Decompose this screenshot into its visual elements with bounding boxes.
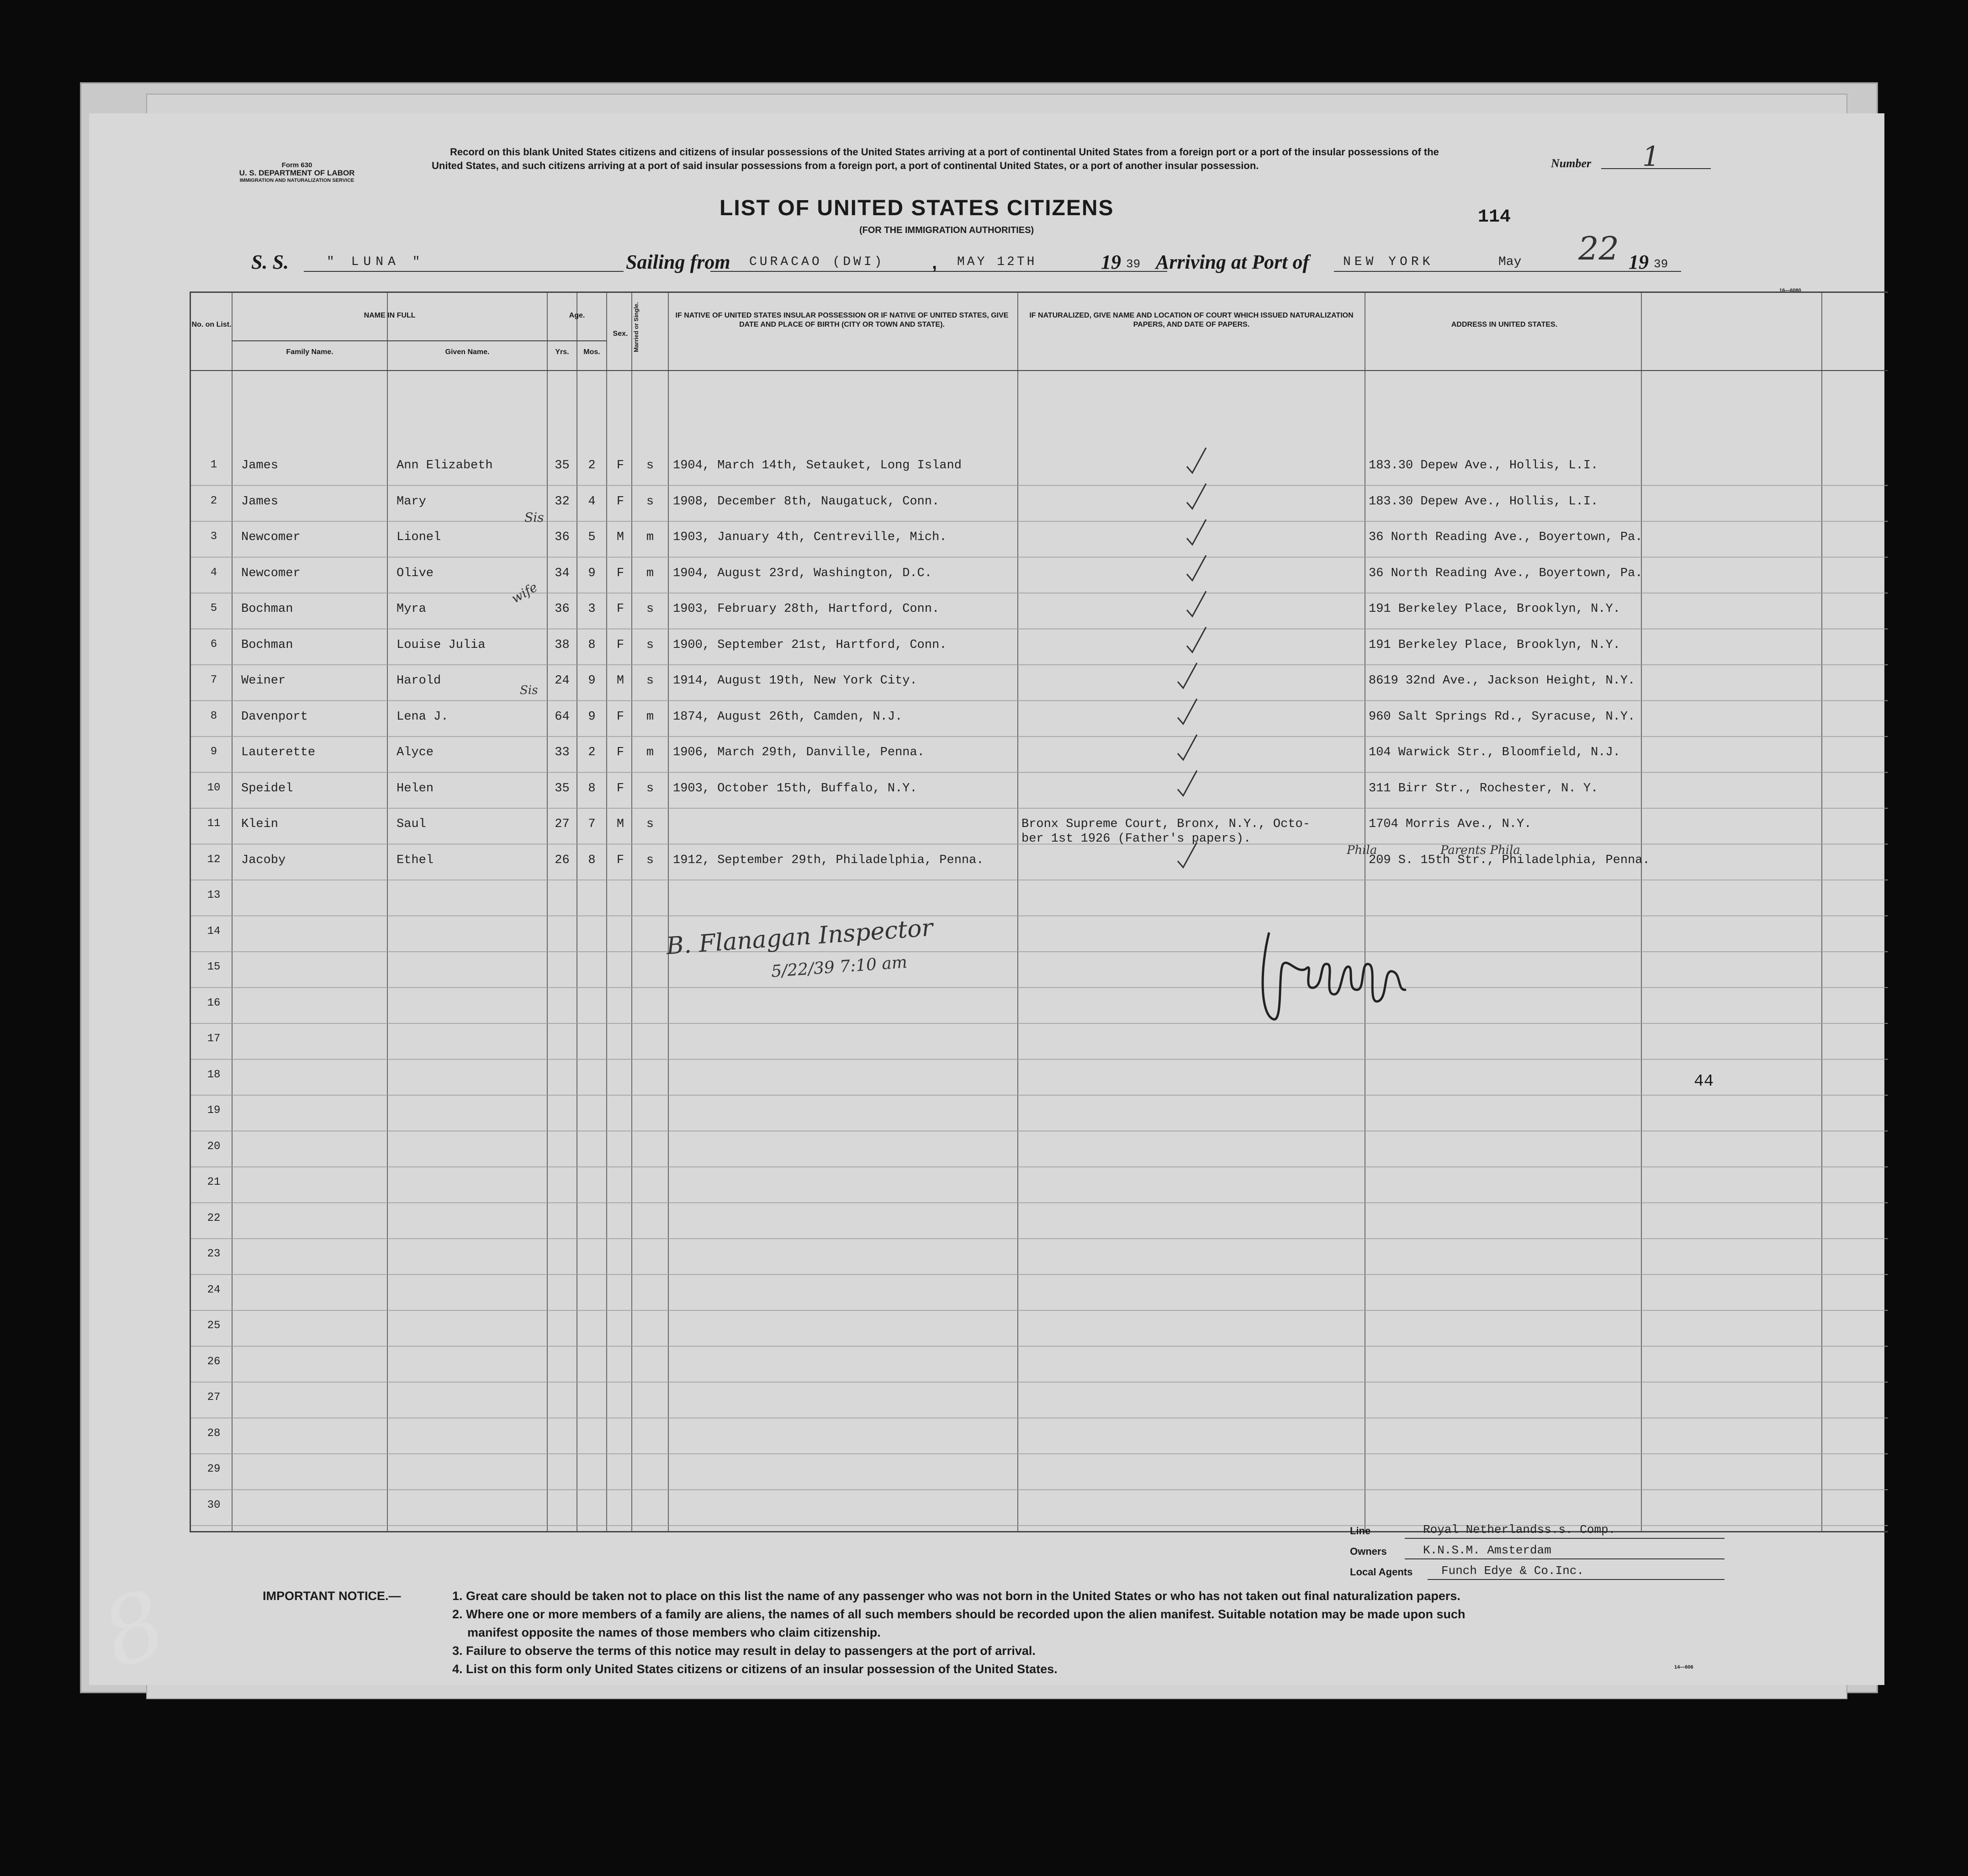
blank-table-row: [191, 1311, 1888, 1347]
blank-table-row: [191, 1383, 1888, 1419]
cell-yrs: 38: [555, 638, 570, 652]
blank-table-row: [191, 1024, 1888, 1060]
arrival-day: 22: [1578, 230, 1619, 267]
cell-addr: 191 Berkeley Place, Brooklyn, N.Y.: [1369, 638, 1620, 652]
cell-given: Myra: [397, 602, 426, 616]
cell-sex: M: [616, 674, 624, 688]
page-title: LIST OF UNITED STATES CITIZENS: [719, 196, 1114, 220]
record-instructions: Record on this blank United States citizens and citizens of insular possessions of the United States arriving at a port of continental United States from a foreign port or a port of the insular possessions of the United States, and such citizens arriving at a port of said insular possessions from a foreign port, a port of continental United States, or a port of another insular possession.: [432, 146, 1439, 171]
arrival-month: May: [1498, 255, 1522, 269]
row11-note: Phila: [1347, 843, 1377, 857]
cell-family: James: [241, 459, 279, 472]
cell-birth: 1912, September 29th, Philadelphia, Penna.: [673, 853, 984, 867]
cell-nat-cont: ber 1st 1926 (Father's papers).: [1021, 832, 1251, 846]
cell-sex: F: [616, 638, 624, 652]
cell-birth: 1914, August 19th, New York City.: [673, 674, 917, 688]
arriving-label: Arriving at Port of: [1156, 251, 1310, 273]
cell-addr: 36 North Reading Ave., Boyertown, Pa.: [1369, 566, 1643, 580]
sailing-year-prefix: 19: [1101, 251, 1121, 273]
cell-sex: M: [616, 530, 624, 544]
cell-ms: s: [646, 781, 654, 795]
page-subtitle: (FOR THE IMMIGRATION AUTHORITIES): [859, 225, 1034, 235]
cell-given: Helen: [397, 781, 434, 795]
cell-no: 12: [207, 853, 221, 866]
cell-no: 19: [207, 1104, 221, 1117]
cell-sex: F: [616, 566, 624, 580]
cell-family: Jacoby: [241, 853, 286, 867]
cell-ms: m: [646, 566, 654, 580]
owners-label: Owners: [1350, 1546, 1387, 1557]
cell-mos: 4: [588, 494, 596, 509]
cell-addr: 36 North Reading Ave., Boyertown, Pa.: [1369, 530, 1643, 544]
comma-separator: ,: [932, 253, 937, 273]
header-mos: Mos.: [583, 348, 600, 356]
sailing-date: MAY 12TH: [957, 255, 1037, 269]
header-address: ADDRESS IN UNITED STATES.: [1451, 321, 1558, 329]
cell-family: Bochman: [241, 638, 293, 652]
sailing-year-suffix: 39: [1126, 257, 1141, 271]
form-number: Form 630: [281, 161, 312, 169]
header-no: No. on List.: [191, 321, 232, 329]
cell-addr: 8619 32nd Ave., Jackson Height, N.Y.: [1369, 674, 1635, 688]
blank-table-row: [191, 1240, 1888, 1276]
cell-family: Lauterette: [241, 746, 316, 759]
cell-birth: 1900, September 21st, Hartford, Conn.: [673, 638, 947, 652]
sailing-from: CURACAO (DWI): [749, 255, 885, 269]
cell-ms: s: [646, 602, 654, 616]
page-stamp: 114: [1478, 207, 1511, 228]
service-name: IMMIGRATION AND NATURALIZATION SERVICE: [239, 178, 354, 183]
cell-ms: s: [646, 494, 654, 509]
cell-given: Mary: [397, 494, 426, 509]
cell-mos: 9: [588, 710, 596, 724]
cell-family: Weiner: [241, 674, 286, 688]
blank-table-row: [191, 1276, 1888, 1312]
cell-yrs: 34: [555, 566, 570, 580]
cell-sex: F: [616, 853, 624, 867]
cell-addr: 104 Warwick Str., Bloomfield, N.J.: [1369, 746, 1620, 759]
header-name-in-full: NAME IN FULL: [364, 312, 416, 319]
table-row: [191, 702, 1888, 738]
arrival-year-suffix: 39: [1654, 257, 1668, 271]
printer-note: 16—6080: [1779, 288, 1801, 293]
cell-no: 13: [207, 889, 221, 901]
cell-ms: s: [646, 638, 654, 652]
cell-ms: m: [646, 530, 654, 544]
cell-addr: 191 Berkeley Place, Brooklyn, N.Y.: [1369, 602, 1620, 616]
cell-ms: m: [646, 746, 654, 759]
cell-given: Louise Julia: [397, 638, 486, 652]
cell-no: 5: [210, 602, 217, 615]
header-married: Married or Single.: [633, 302, 640, 352]
notice-label: IMPORTANT NOTICE.—: [263, 1589, 401, 1603]
row6-note: Sis: [520, 684, 538, 697]
sailing-underline: [710, 271, 1167, 272]
cell-no: 8: [210, 710, 217, 722]
cell-no: 3: [210, 530, 217, 543]
cell-ms: s: [646, 674, 654, 688]
cell-birth: 1903, October 15th, Buffalo, N.Y.: [673, 781, 917, 795]
arrival-port: NEW YORK: [1343, 255, 1434, 269]
blank-table-row: [191, 1204, 1888, 1240]
cell-yrs: 35: [555, 459, 570, 472]
notice-2b: manifest opposite the names of those members who claim citizenship.: [467, 1626, 881, 1639]
table-row: [191, 522, 1888, 558]
header-sex: Sex.: [613, 330, 628, 338]
cell-mos: 8: [588, 781, 596, 795]
cell-sex: F: [616, 710, 624, 724]
table-row: [191, 487, 1888, 523]
cell-given: Lena J.: [397, 710, 449, 724]
cell-mos: 9: [588, 674, 596, 688]
cell-birth: 1908, December 8th, Naugatuck, Conn.: [673, 494, 940, 509]
blank-table-row: [191, 1168, 1888, 1204]
cell-no: 10: [207, 781, 221, 794]
cell-no: 21: [207, 1176, 221, 1188]
cell-mos: 5: [588, 530, 596, 544]
cell-addr: 183.30 Depew Ave., Hollis, L.I.: [1369, 459, 1598, 472]
cell-no: 11: [207, 817, 221, 830]
blank-table-row: [191, 1096, 1888, 1132]
blank-table-row: [191, 1347, 1888, 1383]
form-identifier: [224, 161, 370, 185]
agents-label: Local Agents: [1350, 1566, 1413, 1578]
cell-birth: 1904, March 14th, Setauket, Long Island: [673, 459, 962, 472]
cell-no: 14: [207, 925, 221, 938]
cell-given: Harold: [397, 674, 441, 688]
cell-ms: s: [646, 459, 654, 472]
line-value: Royal Netherlandss.s. Comp.: [1423, 1523, 1616, 1537]
notice-3: 3. Failure to observe the terms of this notice may result in delay to passengers at the port of arrival.: [452, 1644, 1036, 1658]
cell-no: 25: [207, 1320, 221, 1332]
blank-table-row: [191, 989, 1888, 1025]
cell-family: Davenport: [241, 710, 308, 724]
cell-no: 28: [207, 1427, 221, 1440]
cell-sex: M: [616, 817, 624, 831]
notice-4: 4. List on this form only United States citizens or citizens of an insular possession of the United States.: [452, 1662, 1058, 1676]
table-row: [191, 558, 1888, 594]
official-signature-scribble: [1255, 914, 1429, 1033]
cell-family: James: [241, 494, 279, 509]
table-row: [191, 809, 1888, 845]
table-row: [191, 630, 1888, 666]
cell-birth: 1903, January 4th, Centreville, Mich.: [673, 530, 947, 544]
row11-address-note: Parents Phila: [1440, 843, 1520, 857]
cell-no: 23: [207, 1248, 221, 1260]
row2-note: Sis: [524, 510, 544, 525]
number-value: 1: [1642, 141, 1660, 173]
blank-table-row: [191, 953, 1888, 989]
cell-nat: Bronx Supreme Court, Bronx, N.Y., Octo-: [1021, 817, 1310, 831]
agents-value: Funch Edye & Co.Inc.: [1441, 1564, 1584, 1578]
cell-yrs: 33: [555, 746, 570, 759]
blank-table-row: [191, 917, 1888, 953]
cell-no: 18: [207, 1068, 221, 1081]
cell-family: Bochman: [241, 602, 293, 616]
citizens-list-form: [89, 113, 1884, 1685]
cell-family: Newcomer: [241, 566, 301, 580]
cell-family: Speidel: [241, 781, 293, 795]
cell-given: Ann Elizabeth: [397, 459, 493, 472]
cell-given: Ethel: [397, 853, 434, 867]
cell-sex: F: [616, 781, 624, 795]
blank-table-row: [191, 1419, 1888, 1455]
cell-no: 22: [207, 1212, 221, 1224]
cell-family: Klein: [241, 817, 279, 831]
blank-table-row: [191, 1491, 1888, 1527]
cell-no: 9: [210, 746, 217, 758]
side-number: 44: [1694, 1072, 1714, 1091]
header-family: Family Name.: [286, 348, 333, 356]
cell-no: 29: [207, 1463, 221, 1475]
cell-yrs: 36: [555, 530, 570, 544]
cell-ms: s: [646, 853, 654, 867]
row4-note: wife: [508, 579, 540, 606]
inspector-date: 5/22/39 7:10 am: [770, 953, 908, 981]
cell-no: 1: [210, 459, 217, 471]
manifest-table: [190, 291, 1888, 1532]
blank-table-row: [191, 1455, 1888, 1491]
blank-table-row: [191, 1060, 1888, 1097]
header-given: Given Name.: [445, 348, 490, 356]
cell-no: 4: [210, 566, 217, 579]
line-label: Line: [1350, 1525, 1371, 1537]
cell-given: Saul: [397, 817, 426, 831]
cell-yrs: 24: [555, 674, 570, 688]
header-yrs: Yrs.: [555, 348, 569, 356]
cell-addr: 183.30 Depew Ave., Hollis, L.I.: [1369, 494, 1598, 509]
number-label: Number: [1551, 157, 1592, 170]
cell-ms: s: [646, 817, 654, 831]
line-underline: [1405, 1538, 1725, 1539]
department-name: U. S. DEPARTMENT OF LABOR: [239, 169, 355, 177]
cell-given: Olive: [397, 566, 434, 580]
cell-given: Alyce: [397, 746, 434, 759]
cell-given: Lionel: [397, 530, 441, 544]
cell-addr: 311 Birr Str., Rochester, N. Y.: [1369, 781, 1598, 795]
cell-no: 6: [210, 638, 217, 651]
cell-yrs: 32: [555, 494, 570, 509]
cell-no: 30: [207, 1499, 221, 1511]
cell-mos: 2: [588, 459, 596, 472]
notice-2a: 2. Where one or more members of a family are aliens, the names of all such members should be recorded upon the alien manifest. Suitable notation may be made upon such: [452, 1607, 1465, 1621]
cell-yrs: 64: [555, 710, 570, 724]
table-row: [191, 450, 1888, 487]
header-naturalized: IF NATURALIZED, GIVE NAME AND LOCATION OF COURT WHICH ISSUED NATURALIZATION PAPERS, AND DATE OF PAPERS.: [1029, 312, 1354, 329]
cell-no: 26: [207, 1355, 221, 1368]
cell-no: 16: [207, 996, 221, 1009]
ship-name: " LUNA ": [327, 255, 425, 269]
cell-birth: 1903, February 28th, Hartford, Conn.: [673, 602, 940, 616]
cell-birth: 1906, March 29th, Danville, Penna.: [673, 746, 925, 759]
cell-addr: 960 Salt Springs Rd., Syracuse, N.Y.: [1369, 710, 1635, 724]
arrival-year-prefix: 19: [1629, 251, 1649, 273]
cell-mos: 9: [588, 566, 596, 580]
cell-yrs: 27: [555, 817, 570, 831]
cell-no: 17: [207, 1033, 221, 1045]
table-row: [191, 845, 1888, 881]
cell-sex: F: [616, 602, 624, 616]
cell-no: 2: [210, 494, 217, 507]
agents-underline: [1428, 1579, 1725, 1580]
cell-addr: 209 S. 15th Str., Philadelphia, Penna.: [1369, 853, 1650, 867]
notice-1: 1. Great care should be taken not to place on this list the name of any passenger who was not born in the United States or who has not taken out final naturalization papers.: [452, 1589, 1460, 1603]
cell-no: 20: [207, 1140, 221, 1153]
cell-yrs: 26: [555, 853, 570, 867]
cell-family: Newcomer: [241, 530, 301, 544]
owners-value: K.N.S.M. Amsterdam: [1423, 1543, 1551, 1557]
cell-no: 15: [207, 961, 221, 973]
owners-underline: [1405, 1558, 1725, 1559]
ship-underline: [304, 271, 624, 272]
cell-no: 27: [207, 1391, 221, 1404]
table-row: [191, 594, 1888, 630]
cell-sex: F: [616, 494, 624, 509]
table-row: [191, 737, 1888, 774]
cell-yrs: 36: [555, 602, 570, 616]
header-native: IF NATIVE OF UNITED STATES INSULAR POSSESSION OR IF NATIVE OF UNITED STATES, GIVE DATE AND PLACE OF BIRTH (CITY OR TOWN AND STATE).: [675, 312, 1009, 329]
cell-mos: 8: [588, 853, 596, 867]
cell-birth: 1904, August 23rd, Washington, D.C.: [673, 566, 932, 580]
cell-sex: F: [616, 459, 624, 472]
cell-birth: 1874, August 26th, Camden, N.J.: [673, 710, 903, 724]
table-row: [191, 774, 1888, 810]
cell-yrs: 35: [555, 781, 570, 795]
header-age: Age.: [569, 312, 585, 319]
cell-mos: 8: [588, 638, 596, 652]
sailing-label: Sailing from: [626, 251, 730, 273]
blank-table-row: [191, 1132, 1888, 1168]
cell-no: 7: [210, 674, 217, 686]
cell-mos: 3: [588, 602, 596, 616]
left-margin-mark: 8: [88, 1569, 180, 1690]
cell-mos: 2: [588, 746, 596, 759]
cell-addr: 1704 Morris Ave., N.Y.: [1369, 817, 1532, 831]
cell-sex: F: [616, 746, 624, 759]
table-row: [191, 666, 1888, 702]
inspector-signature: B. Flanagan Inspector: [665, 914, 934, 960]
form-code: 14—606: [1674, 1664, 1693, 1670]
cell-mos: 7: [588, 817, 596, 831]
cell-no: 24: [207, 1283, 221, 1296]
blank-table-row: [191, 881, 1888, 917]
cell-ms: m: [646, 710, 654, 724]
ss-label: S. S.: [251, 251, 289, 273]
